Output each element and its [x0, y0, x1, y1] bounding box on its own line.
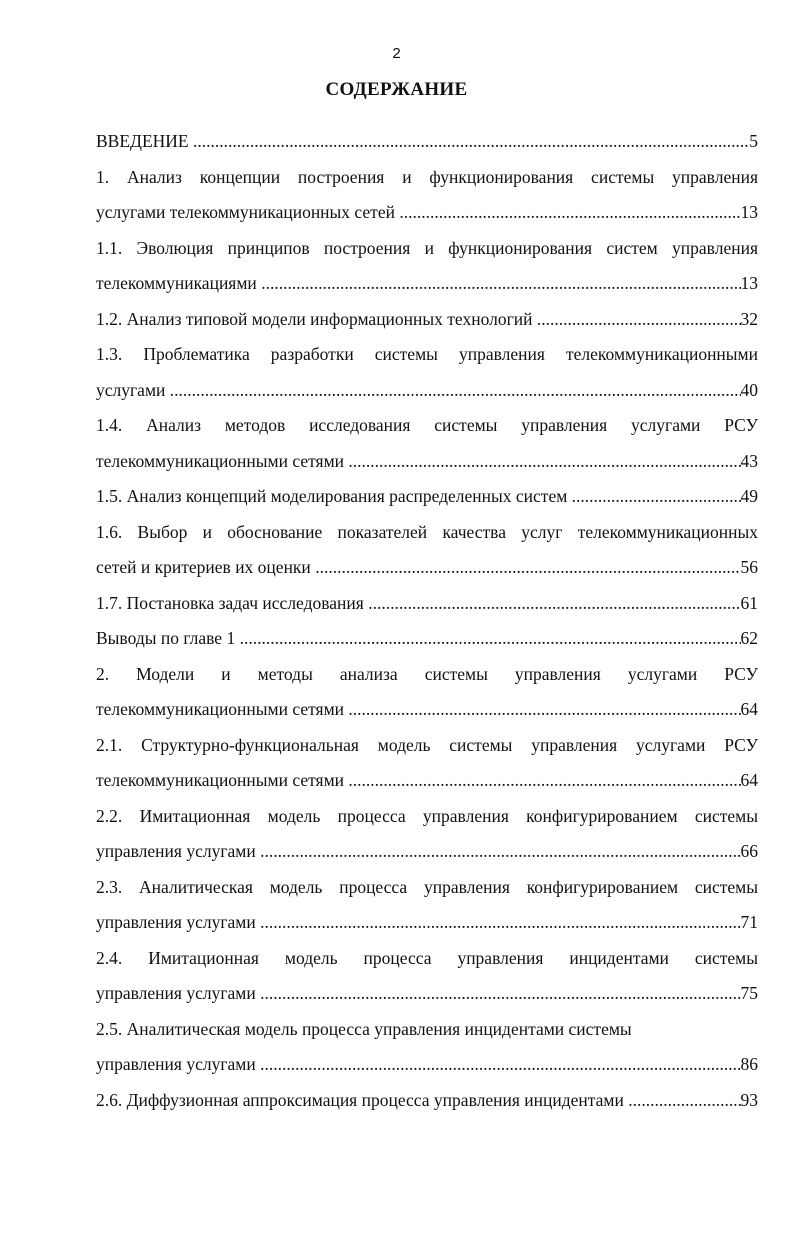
page-number: 2: [392, 45, 401, 62]
toc-entry: [96, 870, 758, 941]
toc-entry-title-line: 2.4. Имитационная модель процесса управления инцидентами системы: [96, 947, 758, 968]
toc-entry-title-line: 1.4. Анализ методов исследования системы управления услугами РСУ: [96, 415, 758, 435]
toc-entry: [96, 799, 758, 870]
toc-entry-title-line: 1. Анализ концепции построения и функционирования системы управления: [96, 166, 758, 187]
toc-entry-title: управления услугами .....: [96, 905, 741, 941]
toc-entry-page: 66: [740, 841, 758, 861]
toc-entry-page: 13: [740, 273, 758, 293]
toc-entry-page: 13: [740, 202, 758, 222]
toc-entry: [96, 657, 758, 728]
toc-entry-title: телекоммуникационными сетями .....: [96, 692, 741, 728]
toc-entry: [96, 124, 758, 160]
toc-entry-title-line: 2. Модели и методы анализа системы управления услугами РСУ: [96, 663, 758, 684]
toc-entry-page: 93: [740, 1089, 758, 1110]
toc-entry-page: 64: [740, 770, 758, 790]
toc-entry-title: 1.7. Постановка задач исследования .....: [96, 586, 741, 622]
toc-entry-title-line: 1.3. Проблематика разработки системы управления телекоммуникационными: [96, 344, 758, 364]
toc-entry: [96, 1012, 758, 1083]
toc-entry-title: сетей и критериев их оценки .....: [96, 550, 741, 586]
page-title: СОДЕРЖАНИЕ: [325, 79, 468, 100]
toc-entry: [96, 621, 758, 657]
toc-entry: [96, 728, 758, 799]
toc-entry-page: 71: [740, 912, 758, 932]
toc-entry: [96, 941, 758, 1012]
toc-entry-title: 1.2. Анализ типовой модели информационных технологий .....: [96, 302, 741, 338]
toc-entry-title-line: 2.5. Аналитическая модель процесса управления инцидентами системы: [96, 1018, 632, 1039]
toc-entry-page: 49: [740, 486, 758, 506]
toc-entry-title: управления услугами .....: [96, 834, 741, 870]
toc-entry-title: телекоммуникационными сетями .....: [96, 444, 741, 480]
toc-entry-title: Выводы по главе 1 .....: [96, 621, 741, 657]
toc-entry: [96, 160, 758, 231]
toc-entry: [96, 337, 758, 408]
toc-entry-title: телекоммуникационными сетями .....: [96, 763, 741, 799]
toc-entry: [96, 231, 758, 302]
toc-entry-title-line: 2.3. Аналитическая модель процесса управления конфигурированием системы: [96, 876, 758, 897]
table-of-contents: [96, 124, 758, 1118]
toc-entry-title: управления услугами .....: [96, 976, 741, 1012]
toc-entry-title: управления услугами .....: [96, 1047, 741, 1083]
toc-entry: [96, 408, 758, 479]
toc-entry-page: 40: [740, 379, 758, 400]
toc-entry-title: телекоммуникациями .....: [96, 266, 741, 302]
toc-entry-page: 43: [740, 450, 758, 471]
toc-entry: [96, 515, 758, 586]
toc-entry: [96, 586, 758, 622]
toc-entry-title-line: 2.2. Имитационная модель процесса управления конфигурированием системы: [96, 805, 758, 826]
toc-entry-page: 64: [740, 699, 758, 719]
toc-entry: [96, 302, 758, 338]
toc-entry-title-line: 1.1. Эволюция принципов построения и функционирования систем управления: [96, 237, 758, 258]
toc-entry-title: ВВЕДЕНИЕ .....: [96, 124, 749, 160]
toc-entry: [96, 479, 758, 515]
toc-entry-title-line: 1.6. Выбор и обоснование показателей качества услуг телекоммуникационных: [96, 521, 758, 542]
toc-entry-page: 75: [740, 983, 758, 1003]
toc-entry-page: 32: [740, 308, 758, 329]
toc-entry-page: 56: [740, 557, 758, 577]
toc-entry: [96, 1083, 758, 1119]
toc-entry-page: 86: [740, 1054, 758, 1074]
toc-entry-page: 61: [740, 592, 758, 613]
toc-entry-page: 5: [749, 131, 758, 151]
toc-entry-title: услугами телекоммуникационных сетей .....: [96, 195, 741, 231]
toc-entry-page: 62: [740, 628, 758, 648]
toc-entry-title: 1.5. Анализ концепций моделирования распределенных систем .....: [96, 479, 741, 515]
toc-entry-title: 2.6. Диффузионная аппроксимация процесса управления инцидентами .....: [96, 1083, 741, 1119]
toc-entry-title: услугами .....: [96, 373, 741, 409]
toc-entry-title-line: 2.1. Структурно-функциональная модель системы управления услугами РСУ: [96, 734, 758, 755]
